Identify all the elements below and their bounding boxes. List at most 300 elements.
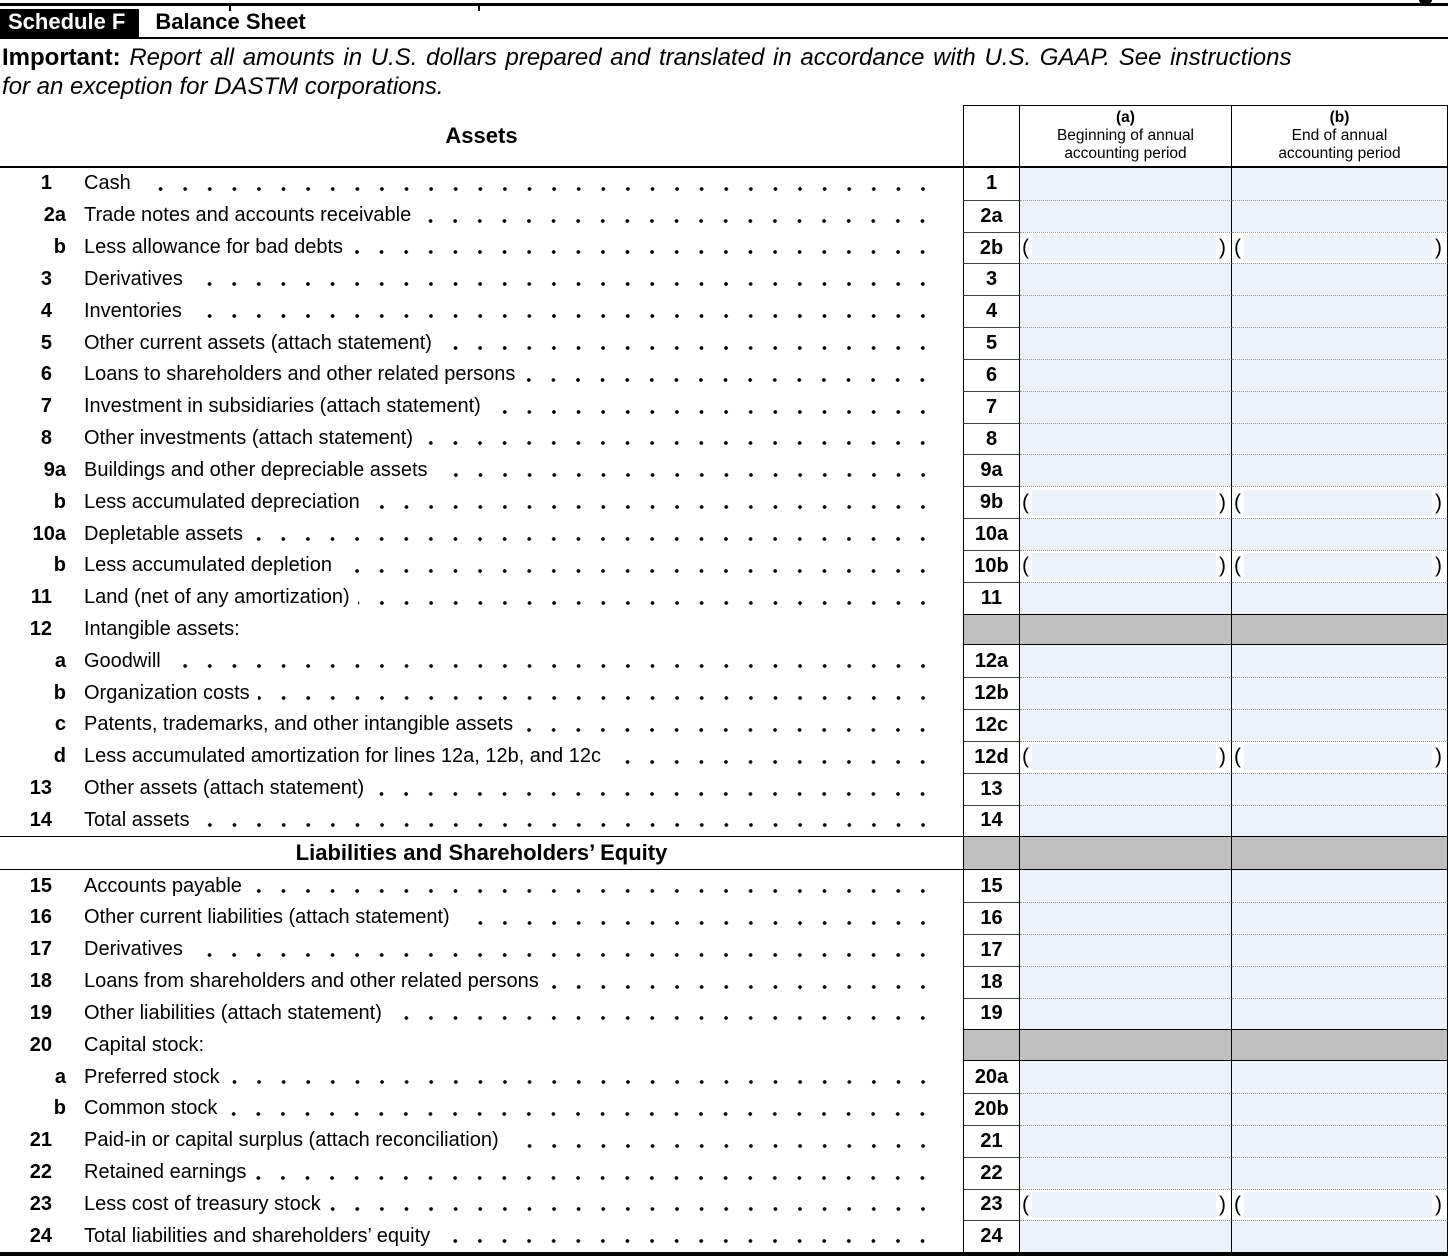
field-7-a[interactable] — [1020, 391, 1232, 423]
table-row-9b — [0, 486, 1448, 518]
field-20b-a[interactable] — [1020, 1093, 1232, 1125]
row-text: Trade notes and accounts receivable — [84, 204, 412, 227]
line-number-box-band — [963, 614, 1020, 646]
table-row-2a — [0, 200, 1448, 232]
open-paren: ( — [1022, 554, 1029, 578]
row-description — [0, 359, 963, 391]
row-line-label: b — [53, 490, 66, 513]
line-number-box-4: 4 — [963, 295, 1020, 327]
row-description — [0, 518, 963, 550]
dot-leader — [351, 232, 935, 264]
row-description — [0, 998, 963, 1030]
field-10b-b[interactable] — [1244, 553, 1432, 579]
row-line-label: 17 — [29, 938, 52, 961]
field-19-b[interactable] — [1232, 998, 1448, 1030]
open-paren: ( — [1234, 490, 1241, 514]
row-line-label: 18 — [29, 970, 52, 993]
row-text: Depletable assets — [84, 522, 243, 545]
table-header-row — [0, 105, 1448, 168]
line-number-box-24: 24 — [963, 1220, 1020, 1252]
column-b-letter: (b) — [1329, 109, 1350, 126]
field-6-b[interactable] — [1232, 359, 1448, 391]
row-line-label: 24 — [29, 1224, 52, 1247]
row-line-label: b — [53, 1097, 66, 1120]
table-row-1 — [0, 168, 1448, 200]
row-line-label: a — [54, 1065, 66, 1088]
row-description — [0, 423, 963, 455]
line-number-box-16: 16 — [963, 902, 1020, 934]
close-paren: ) — [1219, 490, 1226, 514]
table-row-21 — [0, 1125, 1448, 1157]
row-description — [0, 805, 963, 837]
row-line-label: 4 — [40, 299, 52, 322]
row-description — [0, 486, 963, 518]
row-text: Other assets (attach statement) — [84, 777, 365, 800]
field-23-a[interactable] — [1032, 1192, 1216, 1218]
row-description — [0, 1125, 963, 1157]
row-line-label: 21 — [29, 1129, 52, 1152]
row-text: Less accumulated depreciation — [84, 490, 360, 513]
amount-cell-9b-a — [1020, 486, 1232, 518]
field-20a-b[interactable] — [1232, 1061, 1448, 1093]
field-2a-a[interactable] — [1020, 200, 1232, 232]
table-row-12c — [0, 709, 1448, 741]
open-paren: ( — [1022, 745, 1029, 769]
row-description — [0, 1220, 963, 1252]
table-row-20a — [0, 1061, 1448, 1093]
line-number-box-12a: 12a — [963, 645, 1020, 677]
row-description — [0, 263, 963, 295]
table-row-18 — [0, 966, 1448, 998]
row-text: Loans to shareholders and other related persons — [84, 363, 516, 386]
row-line-label: 12 — [29, 618, 52, 640]
field-17-b[interactable] — [1232, 934, 1448, 966]
row-description — [0, 1029, 963, 1061]
amount-cell-2b-a — [1020, 232, 1232, 264]
field-20b-b[interactable] — [1232, 1093, 1448, 1125]
dot-leader — [372, 773, 935, 805]
cropped-page-number-fragment — [1419, 0, 1432, 4]
row-text: Other current liabilities (attach statement) — [84, 906, 450, 929]
dot-leader — [458, 902, 935, 934]
band-cell-b — [1232, 1029, 1448, 1061]
row-description — [0, 645, 963, 677]
dot-leader — [251, 518, 935, 550]
row-line-label: b — [53, 681, 66, 704]
field-18-a[interactable] — [1020, 966, 1232, 998]
dot-leader — [436, 454, 935, 486]
line-number-box-10a: 10a — [963, 518, 1020, 550]
close-paren: ) — [1435, 236, 1442, 260]
row-line-label: d — [53, 745, 66, 768]
row-description — [0, 1093, 963, 1125]
row-description — [0, 773, 963, 805]
row-line-label: 1 — [40, 172, 52, 195]
column-a-header — [1020, 105, 1232, 166]
row-description — [0, 677, 963, 709]
field-11-b[interactable] — [1232, 582, 1448, 614]
dot-leader — [547, 966, 935, 998]
row-text: Other liabilities (attach statement) — [84, 1001, 382, 1024]
band-cell-a — [1020, 837, 1232, 869]
line-number-box-2a: 2a — [963, 200, 1020, 232]
field-1-a[interactable] — [1020, 168, 1232, 200]
line-number-box-band — [963, 837, 1020, 869]
field-12d-a[interactable] — [1032, 744, 1216, 770]
dot-leader — [358, 582, 935, 614]
table-row-24 — [0, 1220, 1448, 1252]
line-number-box-11: 11 — [963, 582, 1020, 614]
row-description — [0, 232, 963, 264]
close-paren: ) — [1435, 490, 1442, 514]
field-23-b[interactable] — [1244, 1192, 1432, 1218]
row-text: Less accumulated depletion — [84, 554, 332, 577]
dot-leader — [190, 295, 935, 327]
row-line-label: 9a — [43, 458, 66, 481]
dot-leader — [440, 327, 935, 359]
row-description — [0, 1157, 963, 1189]
dot-leader — [419, 200, 935, 232]
field-17-a[interactable] — [1020, 934, 1232, 966]
row-text: Derivatives — [84, 267, 183, 290]
row-description — [0, 1061, 963, 1093]
table-row-4 — [0, 295, 1448, 327]
field-16-a[interactable] — [1020, 902, 1232, 934]
row-line-label: 3 — [40, 267, 52, 290]
row-text: Intangible assets: — [84, 618, 240, 640]
table-row-17 — [0, 934, 1448, 966]
field-9a-b[interactable] — [1232, 454, 1448, 486]
close-paren: ) — [1219, 554, 1226, 578]
line-number-box-1: 1 — [963, 168, 1020, 200]
row-description — [0, 327, 963, 359]
dot-leader — [250, 870, 935, 902]
line-number-box-6: 6 — [963, 359, 1020, 391]
field-24-a[interactable] — [1020, 1220, 1232, 1252]
row-line-label: 2a — [43, 204, 66, 227]
row-description — [0, 709, 963, 741]
line-number-box-20b: 20b — [963, 1093, 1020, 1125]
row-text: Cash — [84, 172, 131, 195]
field-12a-b[interactable] — [1232, 645, 1448, 677]
important-note-line2: for an exception for DASTM corporations. — [2, 72, 444, 100]
open-paren: ( — [1022, 1192, 1029, 1216]
field-3-b[interactable] — [1232, 263, 1448, 295]
field-12b-a[interactable] — [1020, 677, 1232, 709]
field-9a-a[interactable] — [1020, 454, 1232, 486]
table-row-16 — [0, 902, 1448, 934]
band-cell-b — [1232, 837, 1448, 869]
close-paren: ) — [1219, 1192, 1226, 1216]
column-a-label-line2: accounting period — [1064, 145, 1187, 162]
amount-cell-9b-b — [1232, 486, 1448, 518]
liabilities-heading: Liabilities and Shareholders’ Equity — [295, 840, 668, 866]
row-text: Less accumulated amortization for lines 12a, 12b, and 12c — [84, 745, 601, 768]
row-line-label: 20 — [29, 1033, 52, 1056]
table-row-20 — [0, 1029, 1448, 1061]
field-4-a[interactable] — [1020, 295, 1232, 327]
line-number-box-12d: 12d — [963, 741, 1020, 773]
field-6-a[interactable] — [1020, 359, 1232, 391]
bottom-page-rule — [0, 1252, 1448, 1256]
amount-cell-10b-b — [1232, 550, 1448, 582]
field-22-b[interactable] — [1232, 1157, 1448, 1189]
line-number-box-17: 17 — [963, 934, 1020, 966]
line-number-box-7: 7 — [963, 391, 1020, 423]
dot-leader — [368, 486, 935, 518]
line-number-box-20a: 20a — [963, 1061, 1020, 1093]
row-line-label: 19 — [29, 1001, 52, 1024]
amount-cell-12d-a — [1020, 741, 1232, 773]
row-line-label: a — [54, 649, 66, 672]
dot-leader — [169, 645, 935, 677]
close-paren: ) — [1219, 745, 1226, 769]
row-line-label: 15 — [29, 874, 52, 897]
dot-leader — [228, 1061, 935, 1093]
row-text: Inventories — [84, 299, 182, 322]
amount-cell-23-a — [1020, 1189, 1232, 1221]
table-row-5 — [0, 327, 1448, 359]
line-number-box-10b: 10b — [963, 550, 1020, 582]
row-text: Accounts payable — [84, 874, 242, 897]
row-description — [0, 934, 963, 966]
row-line-label: 5 — [40, 331, 52, 354]
important-label: Important: — [2, 44, 121, 71]
row-description — [0, 454, 963, 486]
important-text-1: Report all amounts in U.S. dollars prepared and translated in accordance with U.S. GAAP. See instructions — [129, 44, 1292, 71]
table-row-12a — [0, 645, 1448, 677]
table-row-2b — [0, 232, 1448, 264]
dot-leader — [489, 391, 935, 423]
field-13-a[interactable] — [1020, 773, 1232, 805]
band-cell-a — [1020, 1029, 1232, 1061]
row-description — [0, 582, 963, 614]
close-paren: ) — [1435, 1192, 1442, 1216]
dot-leader — [139, 168, 935, 200]
field-5-b[interactable] — [1232, 327, 1448, 359]
open-paren: ( — [1022, 490, 1029, 514]
row-line-label: 14 — [29, 808, 52, 831]
field-21-b[interactable] — [1232, 1125, 1448, 1157]
row-text: Capital stock: — [84, 1033, 205, 1056]
dot-leader — [191, 934, 935, 966]
field-12b-b[interactable] — [1232, 677, 1448, 709]
row-text: Other investments (attach statement) — [84, 427, 414, 450]
field-15-b[interactable] — [1232, 870, 1448, 902]
field-3-a[interactable] — [1020, 263, 1232, 295]
line-number-box-9b: 9b — [963, 486, 1020, 518]
field-9b-a[interactable] — [1032, 490, 1216, 516]
field-5-a[interactable] — [1020, 327, 1232, 359]
row-text: Goodwill — [84, 649, 161, 672]
open-paren: ( — [1234, 745, 1241, 769]
row-line-label: 6 — [40, 363, 52, 386]
row-text: Other current assets (attach statement) — [84, 331, 432, 354]
balance-sheet-table — [0, 105, 1448, 1252]
dot-leader — [421, 423, 935, 455]
line-number-box-14: 14 — [963, 805, 1020, 837]
table-row-6 — [0, 359, 1448, 391]
table-row-19 — [0, 998, 1448, 1030]
table-row-12d — [0, 741, 1448, 773]
row-description — [0, 870, 963, 902]
field-22-a[interactable] — [1020, 1157, 1232, 1189]
line-number-box-22: 22 — [963, 1157, 1020, 1189]
schedule-title: Balance Sheet — [155, 9, 306, 34]
close-paren: ) — [1435, 745, 1442, 769]
line-number-box-13: 13 — [963, 773, 1020, 805]
row-line-label: c — [54, 713, 66, 736]
row-text: Investment in subsidiaries (attach statement) — [84, 395, 481, 418]
important-note — [2, 44, 1446, 101]
field-18-b[interactable] — [1232, 966, 1448, 998]
row-description — [0, 168, 963, 200]
row-text: Common stock — [84, 1097, 218, 1120]
amount-cell-10b-a — [1020, 550, 1232, 582]
field-2a-b[interactable] — [1232, 200, 1448, 232]
open-paren: ( — [1022, 236, 1029, 260]
field-10b-a[interactable] — [1032, 553, 1216, 579]
column-b-label-line1: End of annual — [1291, 127, 1388, 144]
line-number-box-19: 19 — [963, 998, 1020, 1030]
row-text: Total liabilities and shareholders’ equity — [84, 1224, 431, 1247]
field-9b-b[interactable] — [1244, 490, 1432, 516]
table-row-10a — [0, 518, 1448, 550]
dot-leader — [258, 677, 935, 709]
field-12d-b[interactable] — [1244, 744, 1432, 770]
table-row-12b — [0, 677, 1448, 709]
schedule-title-bar — [0, 9, 1448, 39]
row-text: Paid-in or capital surplus (attach reconciliation) — [84, 1129, 499, 1152]
column-b-header — [1232, 105, 1448, 166]
open-paren: ( — [1234, 1192, 1241, 1216]
row-line-label: 23 — [29, 1192, 52, 1215]
row-description — [0, 1189, 963, 1221]
row-line-label: 11 — [30, 586, 52, 609]
line-number-box-8: 8 — [963, 423, 1020, 455]
table-row-22 — [0, 1157, 1448, 1189]
close-paren: ) — [1219, 236, 1226, 260]
assets-heading: Assets — [445, 122, 518, 148]
field-20a-a[interactable] — [1020, 1061, 1232, 1093]
row-text: Preferred stock — [84, 1065, 220, 1088]
table-row-8 — [0, 423, 1448, 455]
row-text: Retained earnings — [84, 1161, 247, 1184]
dot-leader — [198, 805, 935, 837]
row-line-label: 8 — [40, 427, 52, 450]
dot-leader — [438, 1220, 935, 1252]
field-12c-a[interactable] — [1020, 709, 1232, 741]
field-12a-a[interactable] — [1020, 645, 1232, 677]
table-row-13 — [0, 773, 1448, 805]
row-description — [0, 200, 963, 232]
table-row-12 — [0, 614, 1448, 646]
field-11-a[interactable] — [1020, 582, 1232, 614]
field-8-b[interactable] — [1232, 423, 1448, 455]
line-number-box-2b: 2b — [963, 232, 1020, 264]
field-7-b[interactable] — [1232, 391, 1448, 423]
row-description — [0, 902, 963, 934]
close-paren: ) — [1435, 554, 1442, 578]
line-number-column-header — [963, 105, 1020, 166]
column-a-letter: (a) — [1116, 109, 1135, 126]
field-15-a[interactable] — [1020, 870, 1232, 902]
dot-leader — [191, 263, 935, 295]
row-description — [0, 741, 963, 773]
table-row-11 — [0, 582, 1448, 614]
line-number-box-18: 18 — [963, 966, 1020, 998]
field-2b-a[interactable] — [1032, 235, 1216, 261]
row-text: Patents, trademarks, and other intangible assets — [84, 713, 514, 736]
open-paren: ( — [1234, 554, 1241, 578]
row-description — [0, 391, 963, 423]
table-rows — [0, 168, 1448, 1252]
top-page-rule — [0, 3, 1448, 6]
line-number-box-12b: 12b — [963, 677, 1020, 709]
band-cell-a — [1020, 614, 1232, 646]
field-1-b[interactable] — [1232, 168, 1448, 200]
line-number-box-12c: 12c — [963, 709, 1020, 741]
field-14-a[interactable] — [1020, 805, 1232, 837]
row-text: Buildings and other depreciable assets — [84, 458, 428, 481]
row-description — [0, 295, 963, 327]
row-line-label: 7 — [40, 395, 52, 418]
dot-leader — [329, 1189, 935, 1221]
field-14-b[interactable] — [1232, 805, 1448, 837]
field-4-b[interactable] — [1232, 295, 1448, 327]
dot-leader — [523, 359, 935, 391]
table-row-23 — [0, 1189, 1448, 1221]
line-number-box-9a: 9a — [963, 454, 1020, 486]
field-13-b[interactable] — [1232, 773, 1448, 805]
line-number-box-21: 21 — [963, 1125, 1020, 1157]
row-description — [0, 966, 963, 998]
table-row-20b — [0, 1093, 1448, 1125]
row-line-label: b — [53, 554, 66, 577]
field-8-a[interactable] — [1020, 423, 1232, 455]
table-row-9a — [0, 454, 1448, 486]
field-10a-a[interactable] — [1020, 518, 1232, 550]
row-text: Total assets — [84, 808, 190, 831]
row-text: Less allowance for bad debts — [84, 236, 344, 259]
field-21-a[interactable] — [1020, 1125, 1232, 1157]
field-24-b[interactable] — [1232, 1220, 1448, 1252]
table-row-14 — [0, 805, 1448, 837]
line-number-box-band — [963, 1029, 1020, 1061]
field-12c-b[interactable] — [1232, 709, 1448, 741]
table-row-10b — [0, 550, 1448, 582]
column-b-label-line2: accounting period — [1278, 145, 1401, 162]
row-text: Loans from shareholders and other related persons — [84, 970, 539, 993]
dot-leader — [225, 1093, 935, 1125]
dot-leader — [507, 1125, 935, 1157]
amount-cell-23-b — [1232, 1189, 1448, 1221]
column-a-label-line1: Beginning of annual — [1056, 127, 1195, 144]
line-number-box-3: 3 — [963, 263, 1020, 295]
schedule-label-tab: Schedule F — [0, 9, 139, 37]
dot-leader — [609, 741, 935, 773]
field-10a-b[interactable] — [1232, 518, 1448, 550]
dot-leader — [390, 998, 935, 1030]
field-2b-b[interactable] — [1244, 235, 1432, 261]
field-16-b[interactable] — [1232, 902, 1448, 934]
row-description — [0, 614, 963, 646]
table-row-3 — [0, 263, 1448, 295]
field-19-a[interactable] — [1020, 998, 1232, 1030]
line-number-box-5: 5 — [963, 327, 1020, 359]
band-cell-b — [1232, 614, 1448, 646]
row-text: Land (net of any amortization) — [84, 586, 350, 609]
